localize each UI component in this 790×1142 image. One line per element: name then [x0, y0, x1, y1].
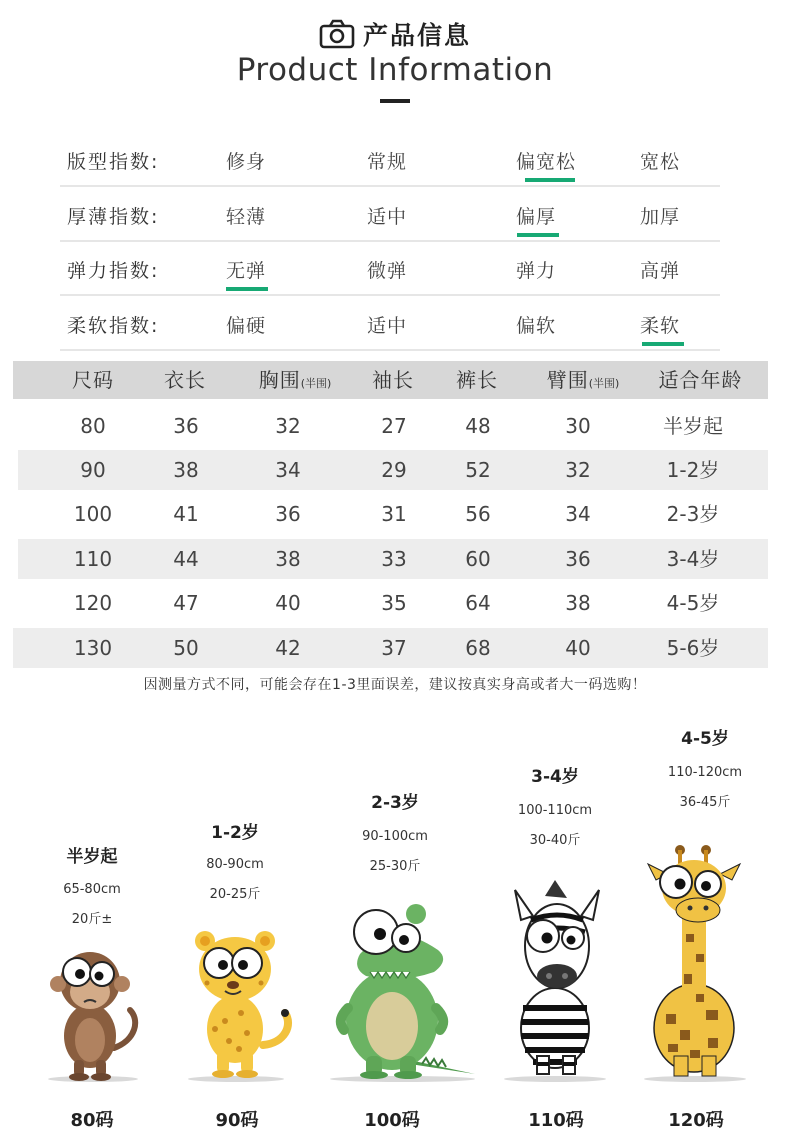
- index-option: 适中: [367, 315, 408, 337]
- title-underline: [380, 99, 410, 103]
- index-option-selected: 偏厚: [516, 202, 556, 229]
- table-cell: 44: [173, 547, 199, 571]
- table-cell: 50: [173, 636, 199, 660]
- index-option: 加厚: [640, 206, 681, 228]
- camera-icon: [319, 19, 355, 49]
- guide-weight: 30-40斤: [529, 833, 581, 848]
- size-label-90: 90码: [215, 1110, 259, 1131]
- index-row-fit: [60, 137, 720, 187]
- header-pants-length: 裤长: [456, 368, 498, 392]
- table-cell: 38: [275, 547, 301, 571]
- index-option: 轻薄: [226, 206, 267, 228]
- table-cell: 38: [173, 458, 199, 482]
- guide-age: 2-3岁: [371, 793, 419, 813]
- row-divider: [60, 240, 720, 242]
- table-cell: 56: [465, 502, 491, 526]
- header-arm: 臂围(半围): [546, 368, 620, 392]
- table-cell: 100: [73, 502, 113, 526]
- crocodile-illustration: [330, 898, 478, 1080]
- table-cell: 36: [565, 547, 591, 571]
- table-cell: 80: [80, 414, 106, 438]
- guide-age: 4-5岁: [681, 729, 729, 749]
- guide-column-120: [635, 724, 775, 810]
- table-cell: 90: [80, 458, 106, 482]
- table-cell: 38: [565, 591, 591, 615]
- size-label-80: 80码: [70, 1110, 114, 1131]
- table-cell: 42: [275, 636, 301, 660]
- index-option: 偏硬: [226, 315, 267, 337]
- table-cell: 34: [275, 458, 301, 482]
- guide-column-80: [30, 842, 154, 927]
- size-label-110: 110码: [528, 1110, 584, 1131]
- table-row: [18, 406, 768, 446]
- guide-height: 65-80cm: [63, 882, 121, 897]
- table-cell: 3-4岁: [666, 547, 720, 571]
- index-option-selected: 偏宽松: [516, 147, 576, 174]
- title-chinese: 产品信息: [362, 21, 471, 50]
- guide-weight: 20-25斤: [209, 887, 261, 902]
- table-cell: 60: [465, 547, 491, 571]
- table-cell: 130: [73, 636, 113, 660]
- index-label: 厚薄指数:: [67, 206, 160, 228]
- monkey-illustration: [44, 940, 140, 1082]
- row-divider: [60, 185, 720, 187]
- zebra-illustration: [505, 880, 609, 1080]
- table-cell: 2-3岁: [666, 502, 720, 526]
- table-cell: 48: [465, 414, 491, 438]
- header-size: 尺码: [72, 368, 114, 392]
- guide-height: 100-110cm: [517, 803, 593, 818]
- index-option: 微弹: [367, 260, 408, 282]
- table-cell: 47: [173, 591, 199, 615]
- selected-indicator: [226, 287, 268, 291]
- table-cell: 1-2岁: [666, 458, 720, 482]
- table-cell: 68: [465, 636, 491, 660]
- selected-indicator: [517, 233, 559, 237]
- table-row: [18, 450, 768, 490]
- index-option: 弹力: [516, 260, 557, 282]
- table-cell: 37: [381, 636, 407, 660]
- header-title-row: [0, 14, 790, 54]
- guide-weight: 25-30斤: [369, 859, 421, 874]
- table-cell: 4-5岁: [666, 591, 720, 615]
- table-cell: 5-6岁: [666, 636, 720, 660]
- index-option: 常规: [367, 151, 408, 173]
- table-cell: 36: [173, 414, 199, 438]
- table-cell: 41: [173, 502, 199, 526]
- guide-age: 1-2岁: [211, 823, 259, 843]
- guide-height: 110-120cm: [667, 765, 743, 780]
- measurement-note: 因测量方式不同，可能会存在1-3里面误差，建议按真实身高或者大一码选购！: [143, 677, 647, 693]
- table-cell: 36: [275, 502, 301, 526]
- size-label-100: 100码: [364, 1110, 420, 1131]
- table-cell: 34: [565, 502, 591, 526]
- index-label: 柔软指数:: [67, 315, 160, 337]
- giraffe-illustration: [646, 844, 744, 1080]
- table-row: [18, 583, 768, 623]
- guide-weight: 36-45斤: [679, 795, 731, 810]
- guide-weight: 20斤±: [71, 912, 113, 927]
- size-label-120: 120码: [668, 1110, 724, 1131]
- index-row-elasticity: [60, 246, 720, 296]
- header-length: 衣长: [164, 368, 206, 392]
- index-option: 适中: [367, 206, 408, 228]
- selected-indicator: [642, 342, 684, 346]
- table-cell: 52: [465, 458, 491, 482]
- index-label: 版型指数:: [67, 151, 160, 173]
- header-age: 适合年龄: [658, 368, 743, 392]
- table-cell: 半岁起: [663, 414, 723, 438]
- table-cell: 40: [565, 636, 591, 660]
- table-cell: 32: [565, 458, 591, 482]
- index-row-softness: [60, 301, 720, 351]
- table-cell: 120: [73, 591, 113, 615]
- row-divider: [60, 294, 720, 296]
- table-cell: 29: [381, 458, 407, 482]
- index-label: 弹力指数:: [67, 260, 160, 282]
- index-option-selected: 无弹: [226, 256, 266, 283]
- title-english: Product Information: [236, 52, 554, 88]
- index-option: 高弹: [640, 260, 681, 282]
- size-table-header: [13, 361, 768, 399]
- table-cell: 40: [275, 591, 301, 615]
- product-info-header: [0, 0, 790, 110]
- index-option: 宽松: [640, 151, 681, 173]
- table-cell: 110: [73, 547, 113, 571]
- header-chest: 胸围(半围): [258, 368, 332, 392]
- table-cell: 35: [381, 591, 407, 615]
- table-cell: 64: [465, 591, 491, 615]
- index-option-selected: 柔软: [640, 311, 680, 338]
- selected-indicator: [525, 178, 575, 182]
- guide-height: 80-90cm: [206, 857, 264, 872]
- guide-column-100: [330, 788, 460, 874]
- header-sleeve: 袖长: [372, 368, 414, 392]
- table-cell: 27: [381, 414, 407, 438]
- guide-height: 90-100cm: [362, 829, 428, 844]
- table-row: [13, 628, 768, 668]
- row-divider: [60, 349, 720, 351]
- index-option: 修身: [226, 151, 267, 173]
- table-cell: 33: [381, 547, 407, 571]
- table-cell: 31: [381, 502, 407, 526]
- index-option: 偏软: [516, 315, 557, 337]
- table-row: [18, 494, 768, 534]
- table-row: [18, 539, 768, 579]
- table-cell: 32: [275, 414, 301, 438]
- guide-column-90: [175, 818, 295, 902]
- index-row-thickness: [60, 192, 720, 242]
- guide-age: 3-4岁: [531, 767, 579, 787]
- table-cell: 30: [565, 414, 591, 438]
- guide-age: 半岁起: [66, 847, 118, 867]
- leopard-illustration: [185, 925, 295, 1080]
- guide-column-110: [490, 762, 620, 848]
